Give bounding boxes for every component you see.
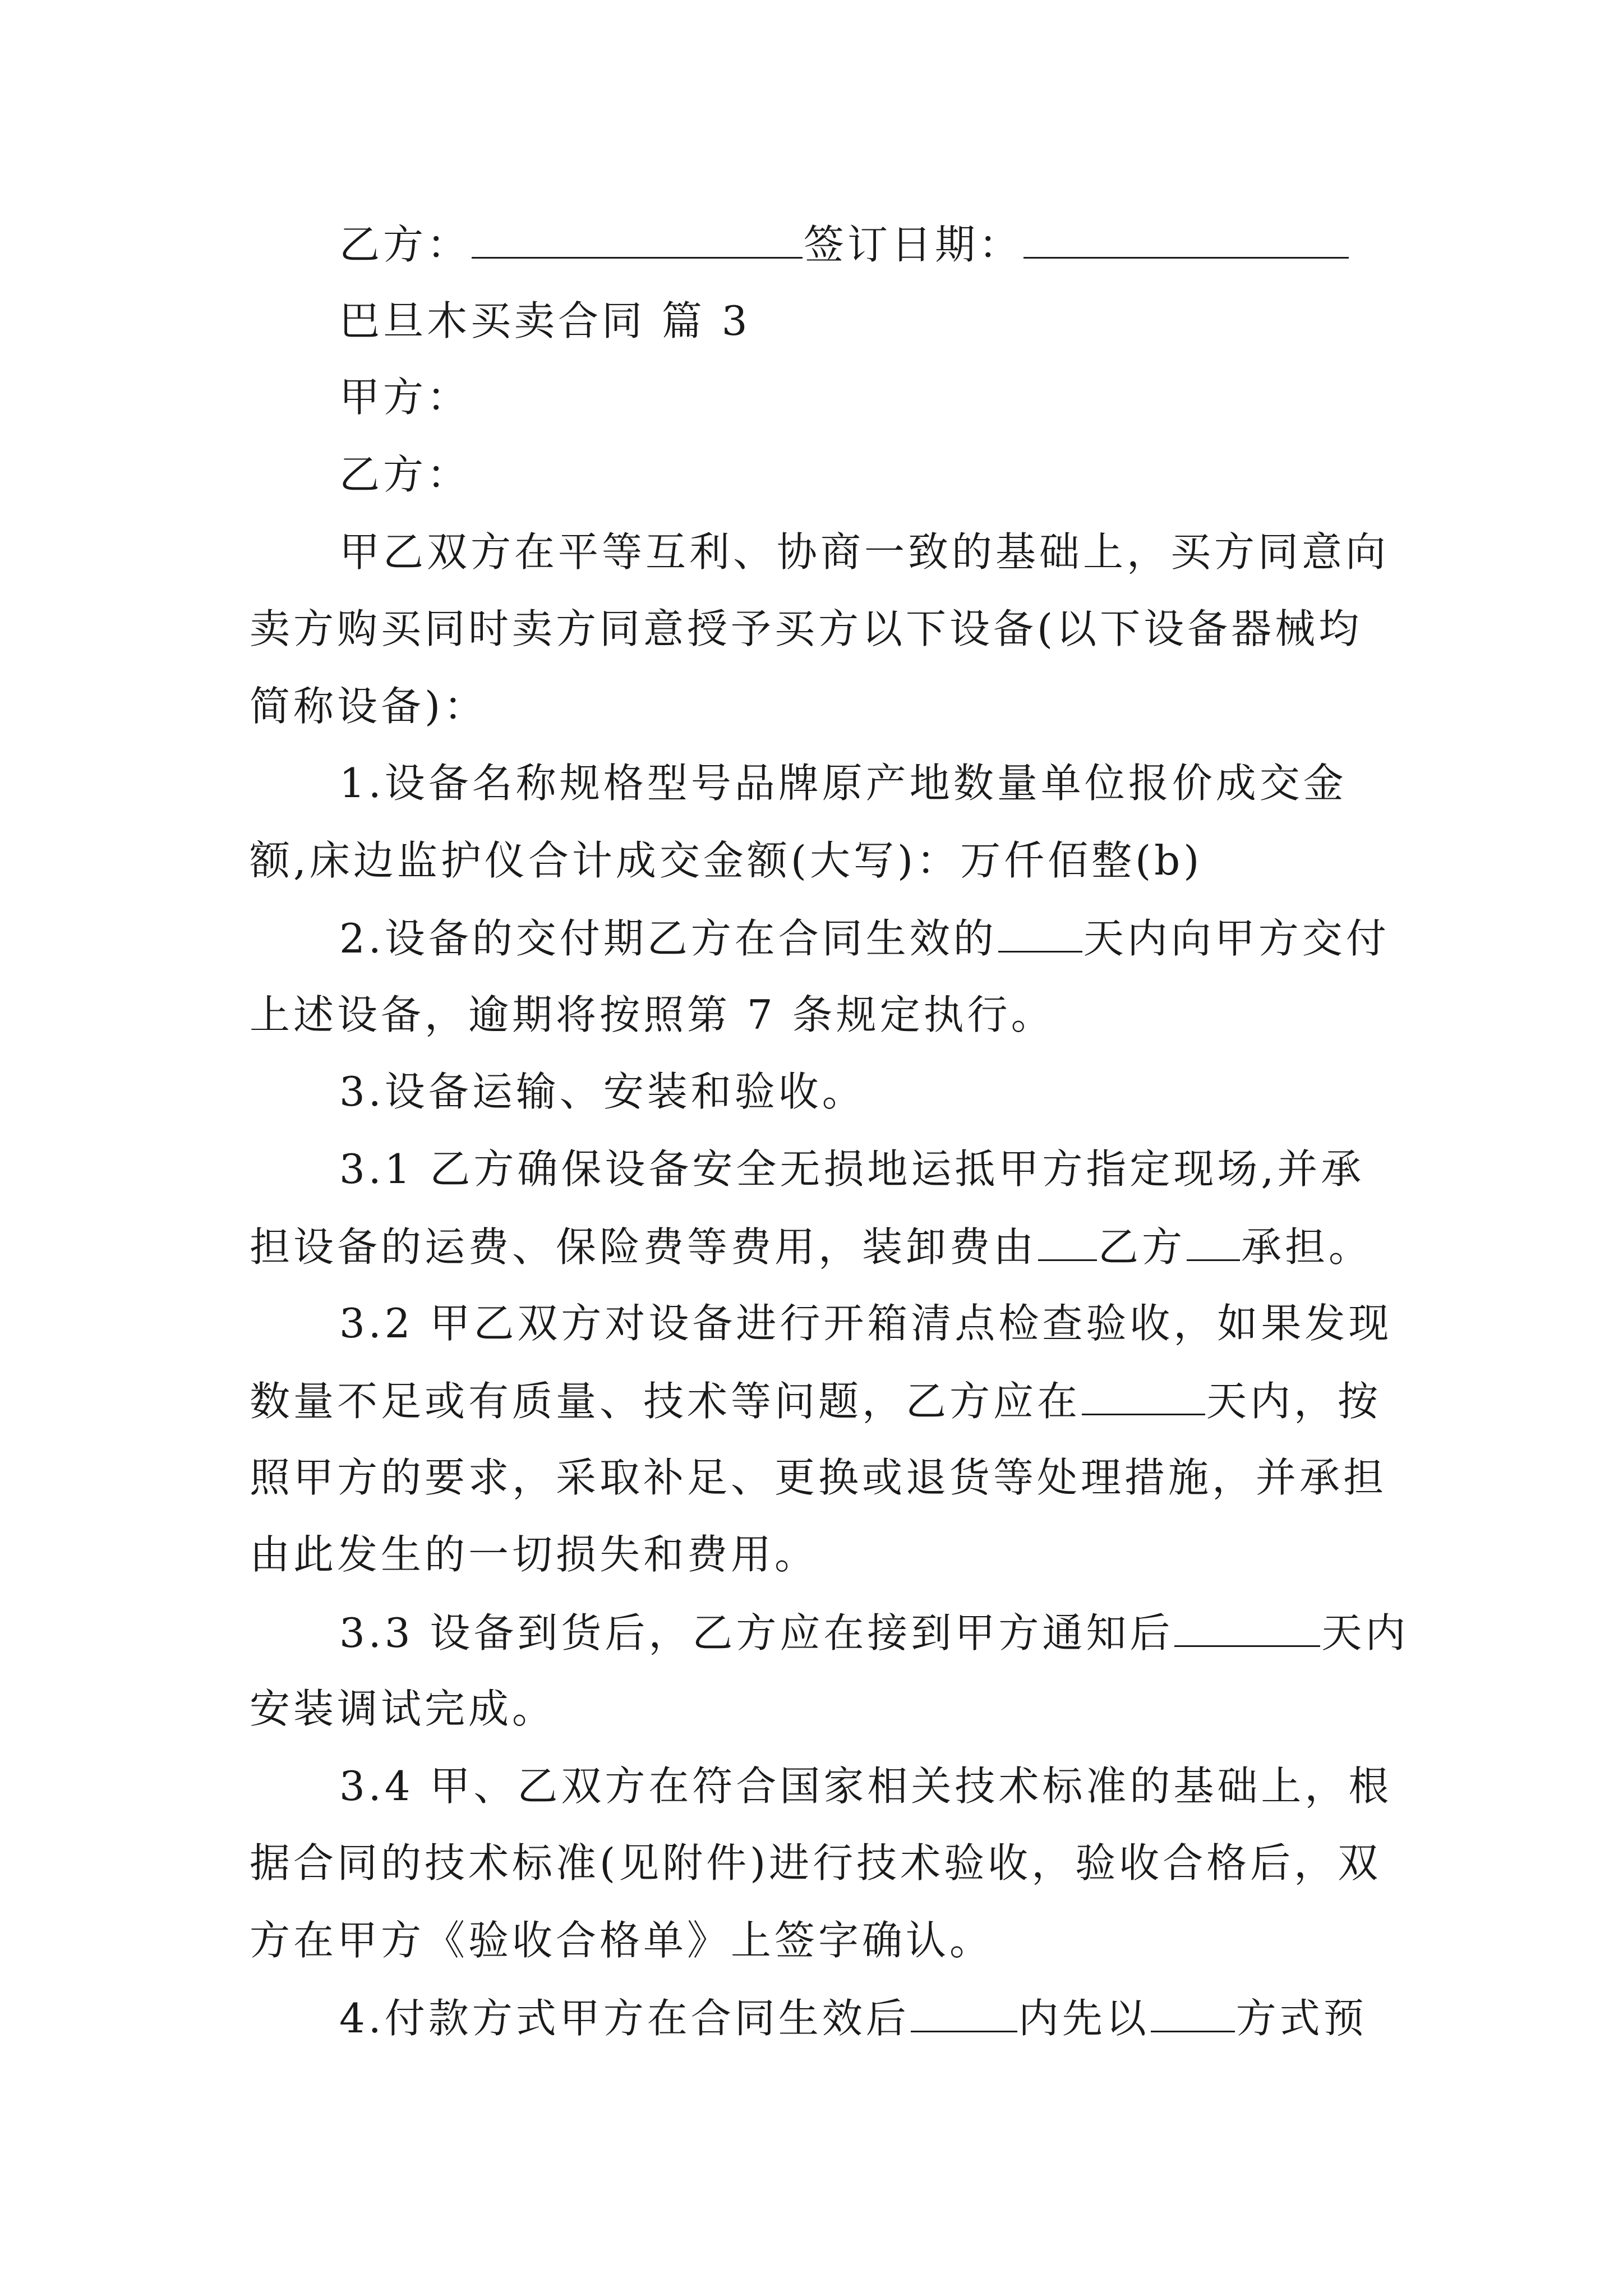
clause-2-text-a: 2.设备的交付期乙方在合同生效的 xyxy=(339,915,997,962)
clause-2-line: 上述设备，逾期将按照第 7 条规定执行。 xyxy=(250,991,1055,1038)
loading-fee-blank-b[interactable] xyxy=(1187,1226,1240,1261)
clause-3-3-text-b: 天内 xyxy=(1321,1609,1409,1657)
clause-3-1-text-c: 承担。 xyxy=(1241,1223,1373,1271)
clause-3-2-line: 照甲方的要求，采取补足、更换或退货等处理措施，并承担 xyxy=(250,1454,1387,1501)
clause-3-2-line xyxy=(250,1378,1382,1425)
sign-date-blank[interactable] xyxy=(1023,223,1349,259)
clause-4-text-b: 内先以 xyxy=(1018,1995,1150,2042)
clause-4-text-c: 方式预 xyxy=(1235,1995,1367,2042)
clause-3-2-line: 3.2 甲乙双方对设备进行开箱清点检查验收，如果发现 xyxy=(339,1300,1393,1347)
install-days-blank[interactable] xyxy=(1174,1612,1320,1647)
clause-3-2-text-b: 天内，按 xyxy=(1206,1378,1382,1425)
clause-4-text-a: 4.付款方式甲方在合同生效后 xyxy=(339,1995,910,2042)
clause-2-line xyxy=(339,915,1390,962)
clause-3-4-line: 方在甲方《验收合格单》上签字确认。 xyxy=(250,1917,994,1964)
clause-1-line: 1.设备名称规格型号品牌原产地数量单位报价成交金 xyxy=(339,760,1347,807)
signature-line xyxy=(339,221,1350,268)
loading-fee-blank-a[interactable] xyxy=(1038,1226,1097,1261)
clause-1-line: 额,床边监护仪合计成交金额(大写)：万仟佰整(b) xyxy=(250,837,1203,884)
paragraph-line: 卖方购买同时卖方同意授予买方以下设备(以下设备器械均 xyxy=(250,605,1363,652)
clause-3-2-line: 由此发生的一切损失和费用。 xyxy=(250,1531,819,1578)
delivery-days-blank[interactable] xyxy=(998,917,1082,953)
clause-3-heading: 3.设备运输、安装和验收。 xyxy=(339,1068,866,1115)
clause-3-4-line: 据合同的技术标准(见附件)进行技术验收，验收合格后，双 xyxy=(250,1839,1382,1887)
clause-3-1-text-a: 担设备的运费、保险费等费用，装卸费由 xyxy=(250,1223,1038,1271)
clause-3-1-text-b: 乙方 xyxy=(1098,1223,1186,1271)
clause-4-line xyxy=(339,1995,1367,2042)
clause-3-4-line: 3.4 甲、乙双方在符合国家相关技术标准的基础上，根 xyxy=(339,1763,1393,1810)
party-b-label: 乙方： xyxy=(339,221,471,268)
clause-3-3-text-a: 3.3 设备到货后，乙方应在接到甲方通知后 xyxy=(339,1609,1174,1657)
payment-method-blank[interactable] xyxy=(1151,1997,1235,2032)
clause-3-3-line: 安装调试完成。 xyxy=(250,1685,556,1732)
party-b-line: 乙方： xyxy=(339,451,471,498)
clause-3-2-text-a: 数量不足或有质量、技术等问题，乙方应在 xyxy=(250,1378,1081,1425)
sign-date-label: 签订日期： xyxy=(804,221,1023,268)
paragraph-line: 甲乙双方在平等互利、协商一致的基础上，买方同意向 xyxy=(339,528,1390,576)
party-b-blank[interactable] xyxy=(472,223,803,259)
section-title: 巴旦木买卖合同 篇 3 xyxy=(339,297,751,344)
remedy-days-blank[interactable] xyxy=(1082,1380,1205,1415)
clause-2-text-b: 天内向甲方交付 xyxy=(1083,915,1390,962)
party-a-line: 甲方： xyxy=(339,374,471,421)
paragraph-line: 简称设备)： xyxy=(250,683,488,730)
payment-period-blank[interactable] xyxy=(911,1997,1017,2032)
clause-3-3-line xyxy=(339,1609,1409,1657)
clause-3-1-line xyxy=(250,1223,1373,1271)
clause-3-1-line: 3.1 乙方确保设备安全无损地运抵甲方指定现场,并承 xyxy=(339,1145,1365,1193)
